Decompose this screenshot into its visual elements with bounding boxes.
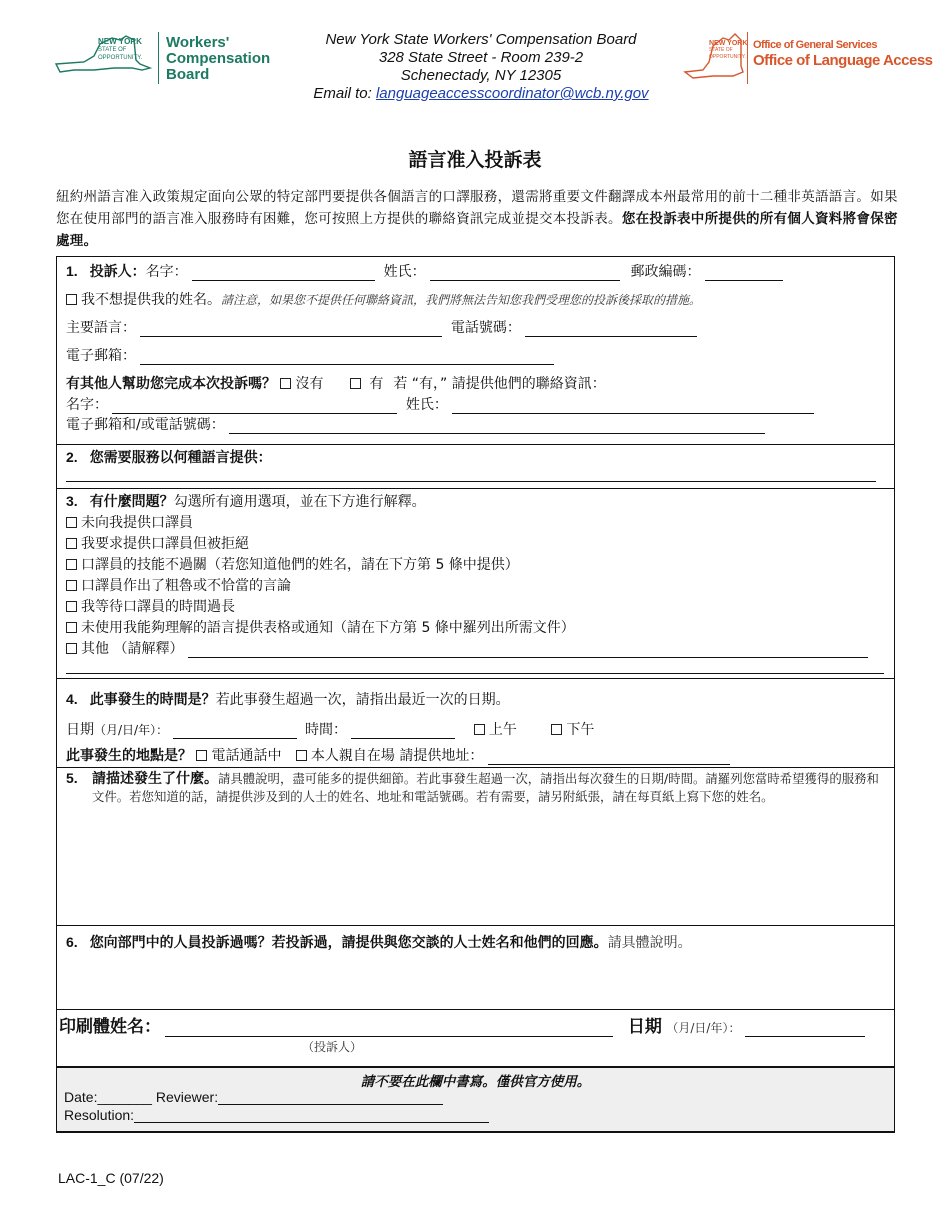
other-checkbox[interactable]	[66, 643, 77, 654]
section-1-name-row: 1. 投訴人：名字： 姓氏： 郵政編碼：	[66, 261, 783, 281]
intro-text: 紐約州語言准入政策規定面向公眾的特定部門要提供各個語言的口譯服務，還需將重要文件翻譯成本州最常用的前十二種非英語語言。如果您在使用部門的語言准入服務時有困難，您可按照上方提供的聯絡資訊完成並提交本投訴表。您在投訴表中所提供的所有個人資料將會保密處理。	[56, 189, 898, 249]
helper-contact-field[interactable]	[229, 420, 765, 434]
problem-option: 未使用我能夠理解的語言提供表格或通知（請在下方第 5 條中羅列出所需文件）	[66, 617, 575, 637]
page-title: 語言准入投訴表	[408, 149, 542, 171]
location-row: 此事發生的地點是？ 電話通話中 本人親自在場 請提供地址：	[66, 745, 730, 765]
other-explain-field-2[interactable]	[66, 673, 884, 674]
problem-checkbox[interactable]	[66, 622, 77, 633]
review-row: Date:_______ Reviewer:	[64, 1089, 443, 1105]
section-5-number: 5.	[66, 770, 78, 786]
wcb-state-text: NEW YORK STATE OF OPPORTUNITY.	[98, 37, 143, 61]
reviewer-field[interactable]	[218, 1091, 443, 1105]
ogs-logo	[683, 30, 933, 86]
printed-name-field[interactable]	[165, 1019, 613, 1037]
signature-row: 印刷體姓名： 日期 （月/日/年）：	[59, 1012, 865, 1037]
office-use-notice: 請不要在此欄中書寫。僅供官方使用。	[360, 1074, 591, 1090]
helper-contact-row: 電子郵箱和/或電話號碼：	[66, 414, 765, 434]
last-name-field[interactable]	[430, 267, 620, 281]
email-link[interactable]: languageaccesscoordinator@wcb.ny.gov	[375, 85, 649, 102]
helper-question-row: 有其他人幫助您完成本次投訴嗎？ 沒有 有 若 “有，” 請提供他們的聯絡資訊：	[66, 376, 606, 392]
problem-option: 我要求提供口譯員但被拒絕	[66, 533, 249, 553]
board-address: New York State Workers' Compensation Board 328 State Street - Room 239-2 Schenectady, NY 12305 Email to: languageaccesscoordinator@wcb.ny.gov	[313, 31, 649, 102]
description-area[interactable]	[60, 830, 890, 920]
section-3-heading: 3. 有什麼問題？勾選所有適用選項，並在下方進行解釋。	[66, 493, 426, 510]
phone-field[interactable]	[525, 323, 697, 337]
wcb-logo	[54, 30, 284, 86]
ogs-state-text: NEW YORK STATE OF OPPORTUNITY.	[709, 40, 748, 60]
section-6: 6. 您向部門中的人員投訴過嗎？若投訴過，請提供與您交談的人士姓名和他們的回應。請具體說明。	[66, 934, 692, 951]
zip-field[interactable]	[705, 267, 783, 281]
form-id: LAC-1_C (07/22)	[58, 1170, 164, 1186]
complainant-caption: （投訴人）	[302, 1040, 363, 1054]
section-2: 2. 您需要服務以何種語言提供：	[66, 449, 272, 466]
incident-date-field[interactable]	[173, 725, 297, 739]
language-phone-row: 主要語言： 電話號碼：	[66, 317, 697, 337]
am-checkbox[interactable]	[474, 724, 485, 735]
in-person-checkbox[interactable]	[296, 750, 307, 761]
anonymous-checkbox[interactable]	[66, 294, 77, 305]
problem-checkbox[interactable]	[66, 580, 77, 591]
service-language-field[interactable]	[66, 481, 876, 482]
problem-option: 我等待口譯員的時間過長	[66, 596, 235, 616]
address-field[interactable]	[488, 751, 730, 765]
phone-call-checkbox[interactable]	[196, 750, 207, 761]
wcb-name: Workers' Compensation Board	[166, 34, 271, 83]
resolution-field[interactable]	[134, 1109, 489, 1123]
section-4-heading: 4. 此事發生的時間是？若此事發生超過一次，請指出最近一次的日期。	[66, 691, 510, 708]
email-row: 電子郵箱：	[66, 345, 554, 365]
first-name-field[interactable]	[192, 267, 375, 281]
helper-first-name-field[interactable]	[112, 400, 397, 414]
section-5-description: 請描述發生了什麼。請具體說明，盡可能多的提供細節。若此事發生超過一次，請指出每次發生的日期/時間。請羅列您當時希望獲得的服務和文件。若您知道的話，請提供涉及到的人士的姓名、地址和電話號碼。若有需要，請另附紙張，請在每頁紙上寫下您的姓名。	[92, 771, 879, 804]
anonymous-row: 我不想提供我的姓名。請注意，如果您不提供任何聯絡資訊，我們將無法告知您我們受理您的投訴後採取的措施。	[66, 289, 701, 309]
problem-checkbox[interactable]	[66, 601, 77, 612]
helper-yes-checkbox[interactable]	[350, 378, 361, 389]
helper-last-name-field[interactable]	[452, 400, 814, 414]
problem-checkbox[interactable]	[66, 517, 77, 528]
date-time-row: 日期（月/日/年）： 時間： 上午 下午	[66, 722, 595, 738]
helper-no-checkbox[interactable]	[280, 378, 291, 389]
other-explain-field[interactable]	[188, 644, 868, 658]
signature-date-field[interactable]	[745, 1019, 865, 1037]
helper-name-row: 名字： 姓氏：	[66, 394, 814, 414]
problem-option: 口譯員的技能不過關（若您知道他們的姓名，請在下方第 5 條中提供）	[66, 554, 519, 574]
problem-option: 未向我提供口譯員	[66, 512, 193, 532]
incident-time-field[interactable]	[351, 725, 455, 739]
primary-language-field[interactable]	[140, 323, 442, 337]
problem-checkbox[interactable]	[66, 538, 77, 549]
ogs-name: Office of General Services Office of Language Access	[753, 39, 933, 69]
email-field[interactable]	[140, 351, 554, 365]
problem-checkbox[interactable]	[66, 559, 77, 570]
problem-option: 口譯員作出了粗魯或不恰當的言論	[66, 575, 291, 595]
problem-option-other: 其他 （請解釋）	[66, 638, 868, 658]
pm-checkbox[interactable]	[551, 724, 562, 735]
resolution-row: Resolution:	[64, 1107, 489, 1123]
prior-complaint-area[interactable]	[60, 955, 890, 1005]
